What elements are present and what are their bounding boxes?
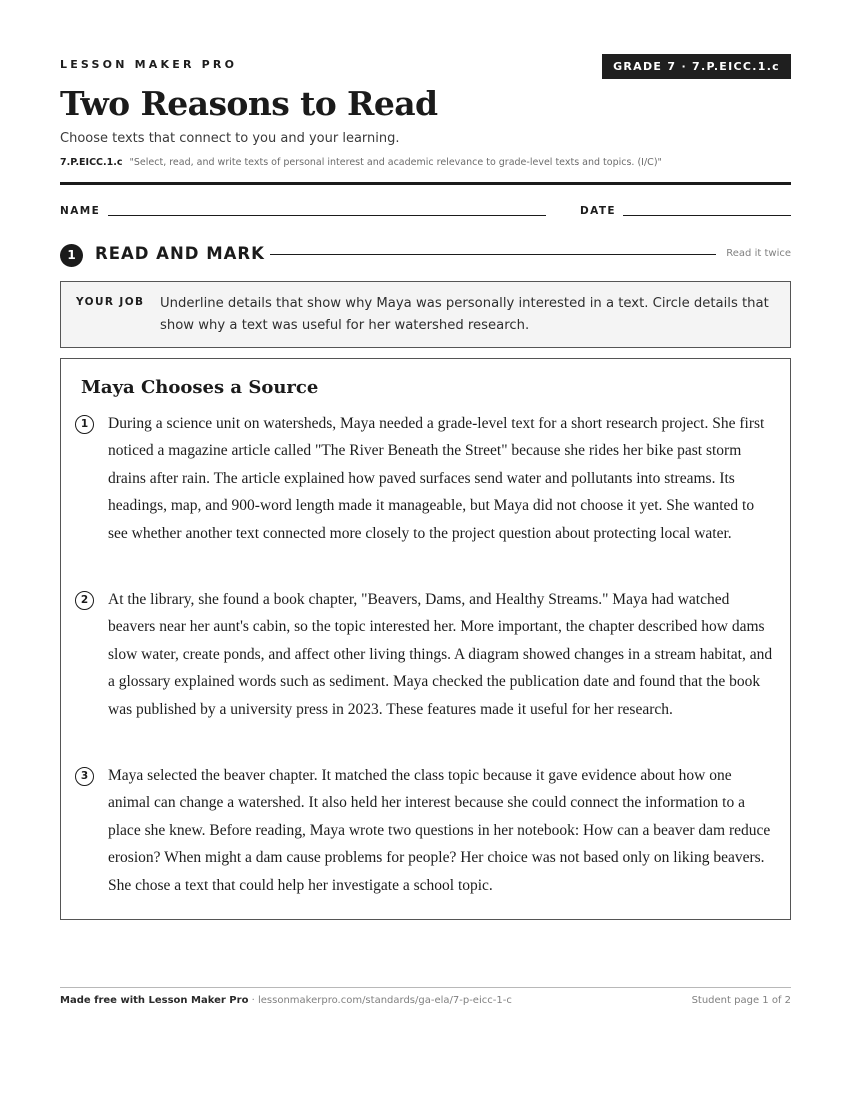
reading-passage [60,358,791,920]
page-subtitle: Choose texts that connect to you and your learning. [60,131,400,146]
section-number-badge: 1 [60,244,83,267]
page-title: Two Reasons to Read [60,84,438,123]
section-divider [270,254,716,255]
section-title: READ AND MARK [95,244,265,263]
grade-badge: GRADE 7 · 7.P.EICC.1.c [602,54,791,79]
paragraph-number-badge: 2 [75,591,94,610]
paragraph-number-badge: 1 [75,415,94,434]
section-note: Read it twice [726,248,791,259]
footer-credit [60,995,512,1006]
your-job-box [60,281,791,348]
date-field[interactable] [623,215,791,216]
standard-code: 7.P.EICC.1.c [60,157,123,168]
brand-name: LESSON MAKER PRO [60,58,238,71]
header-divider [60,182,791,185]
paragraph-number-badge: 3 [75,767,94,786]
name-label: NAME [60,205,101,217]
your-job-instructions: Underline details that show why Maya was personally interested in a text. Circle details that show why a text was useful for her watershed research. [160,296,769,333]
paragraph-text: During a science unit on watersheds, Maya needed a grade-level text for a short research project. She first noticed a magazine article called "The River Beneath the Street" because she rides her bike past storm drains after rain. The article explained how paved surfaces send water and pollutants into streams. Its headings, map, and 900-word length made it manageable, but Maya did not choose it yet. She wanted to see whether another text connected more closely to the project question about protecting local water. [108,415,765,542]
standard-text: "Select, read, and write texts of personal interest and academic relevance to grade-level texts and topics. (I/C)" [129,157,662,168]
footer-divider [60,987,791,988]
footer-url: · lessonmakerpro.com/standards/ga-ela/7-p-eicc-1-c [248,995,512,1006]
name-field[interactable] [108,215,546,216]
passage-title: Maya Chooses a Source [81,377,319,398]
standard-line [60,157,662,168]
your-job-label: YOUR JOB [76,296,145,308]
footer-made-with: Made free with Lesson Maker Pro [60,995,249,1006]
page-indicator: Student page 1 of 2 [691,995,791,1006]
paragraph-text: Maya selected the beaver chapter. It matched the class topic because it gave evidence about how one animal can change a watershed. It also held her interest because she could connect the information to a place she knew. Before reading, Maya wrote two questions in her notebook: How can a beaver dam reduce erosion? When might a dam cause problems for people? Her choice was not based only on liking beavers. She chose a text that could help her investigate a school topic. [108,767,771,894]
date-label: DATE [580,205,616,217]
paragraph-text: At the library, she found a book chapter, "Beavers, Dams, and Healthy Streams." Maya had watched beavers near her aunt's cabin, so the topic interested her. More important, the chapter described how dams slow water, create ponds, and affect other living things. A diagram showed changes in a stream habitat, and a glossary explained words such as sediment. Maya checked the publication date and found that the book was published by a university press in 2023. These features made it useful for her research. [108,591,773,718]
worksheet-page [60,0,791,1100]
